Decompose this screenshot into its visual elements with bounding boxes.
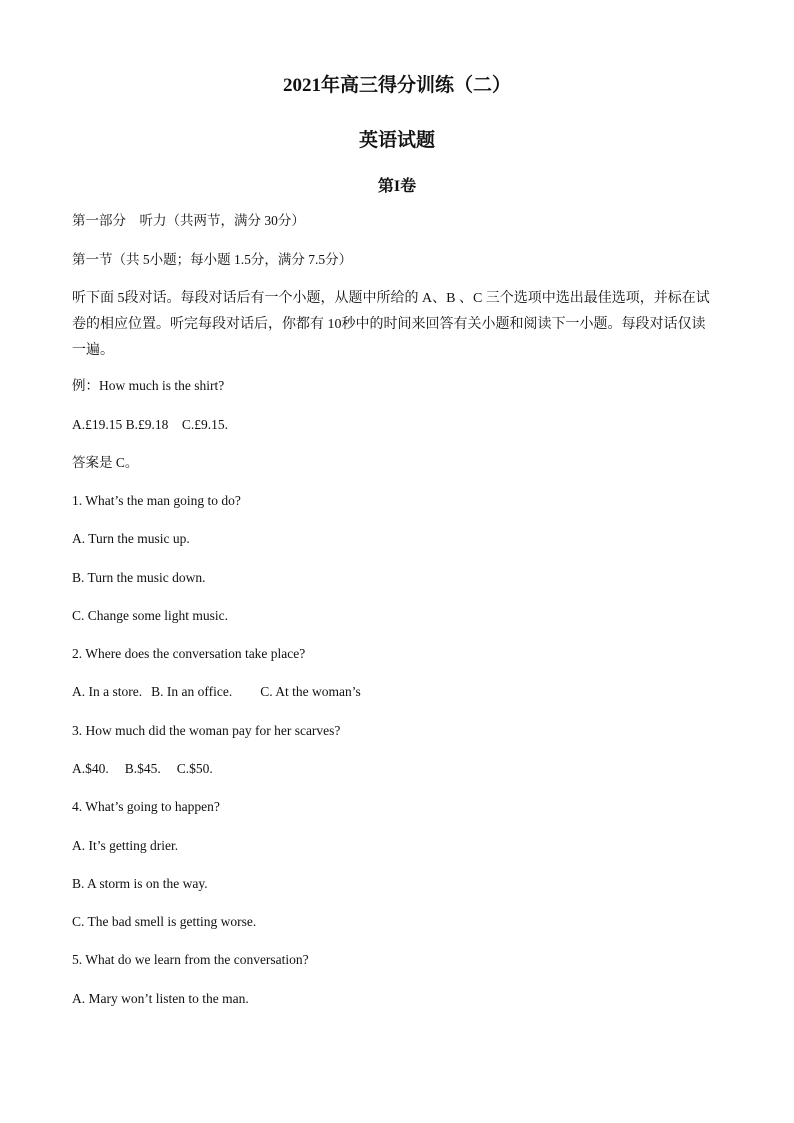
question-3-option-c: C.$50. [176,761,213,776]
question-4-option-b: B. A storm is on the way. [72,876,208,891]
question-5-stem: 5. What do we learn from the conversation? [72,952,309,967]
question-2-options [72,682,361,702]
instructions-paragraph [72,286,712,364]
instructions-line: 听下面 5段对话。每段对话后有一个小题，从题中所给的 A、B 、C 三个选项中选出最佳选项，并标在试 [72,291,710,306]
question-2-option-a: A. In a store. [72,684,143,699]
question-4-stem: 4. What’s going to happen? [72,799,220,814]
question-3-option-b: B.$45. [124,761,161,776]
question-2-stem: 2. Where does the conversation take place? [72,646,306,661]
question-5-option-a: A. Mary won’t listen to the man. [72,991,249,1006]
question-4-option-a: A. It’s getting drier. [72,838,179,853]
question-4-option-c: C. The bad smell is getting worse. [72,914,257,929]
question-1-option-c: C. Change some light music. [72,608,228,623]
example-question: 例：How much is the shirt? [72,378,225,393]
section-heading: 第一节（共 5小题；每小题 1.5分，满分 7.5分） [72,252,353,267]
instructions-line: 卷的相应位置。听完每段对话后，你都有 10秒中的时间来回答有关小题和阅读下一小题。每段对话仅读 [72,317,706,332]
exam-title: 2021年高三得分训练（二） [282,75,511,96]
volume-heading: 第I卷 [377,178,417,195]
exam-subtitle: 英语试题 [358,130,435,151]
instructions-line: 一遍。 [72,343,114,358]
question-3-stem: 3. How much did the woman pay for her scarves? [72,723,341,738]
example-options: A.£19.15 B.£9.18 C.£9.15. [72,417,229,432]
question-1-stem: 1. What’s the man going to do? [72,493,241,508]
question-3-option-a: A.$40. [72,761,109,776]
part-heading: 第一部分 听力（共两节，满分 30分） [72,213,305,228]
example-answer: 答案是 C。 [72,455,139,470]
question-2-option-c: C. At the woman’s [260,684,361,699]
question-1-option-a: A. Turn the music up. [72,531,190,546]
question-2-option-b: B. In an office. [151,684,233,699]
question-3-options [72,759,213,779]
question-1-option-b: B. Turn the music down. [72,570,206,585]
